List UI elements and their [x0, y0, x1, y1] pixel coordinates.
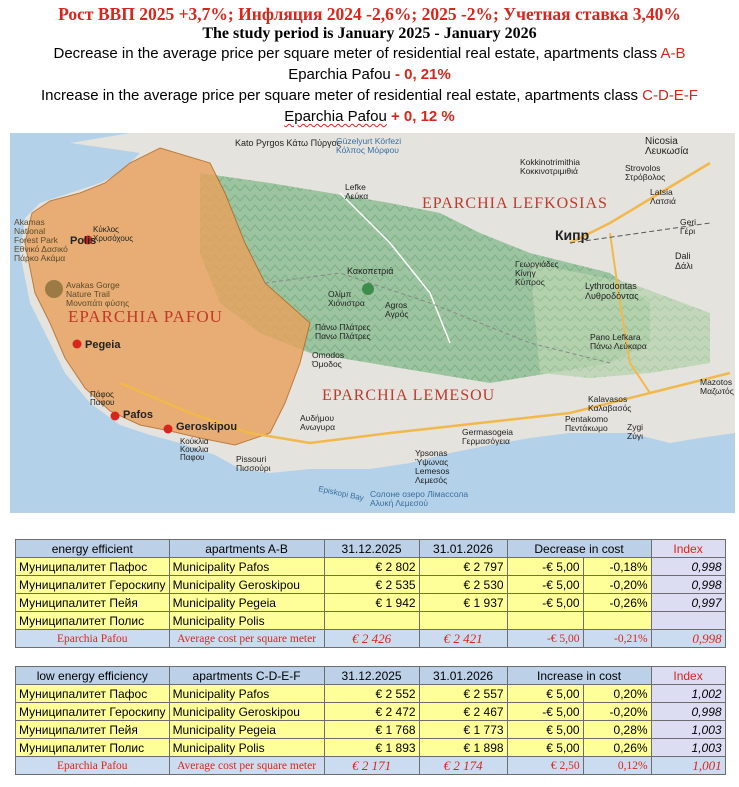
table-row [16, 594, 726, 612]
eparchia-lemesou-label: EPARCHIA LEMESOU [322, 387, 496, 404]
decrease-region: Eparchia Pafou [288, 66, 391, 83]
pentakomo-label: Pentakomo Πεντάκωμο [565, 414, 608, 433]
table-cell: € 2 797 [419, 558, 507, 576]
olympos-label: Ολίμπ Χιόνιστρα [328, 289, 365, 308]
table-cell: 0,998 [651, 576, 725, 594]
table-cell: Municipality Geroskipou [169, 576, 324, 594]
table-cell: Муниципалитет Пафос [16, 558, 170, 576]
table-row [16, 576, 726, 594]
agros-label: Agros Αγρός [385, 300, 409, 319]
average-cell: Average cost per square meter [169, 630, 324, 648]
average-cell: 0,12% [583, 757, 651, 775]
average-cell: Eparchia Pafou [16, 757, 170, 775]
kyklos-label: Κύκλος Χρυσόχους [93, 225, 134, 243]
table-cell: -€ 5,00 [507, 594, 583, 612]
table-cell [507, 612, 583, 630]
table-cell [419, 612, 507, 630]
country-label: Кипр [555, 227, 590, 243]
table-cell: Муниципалитет Пафос [16, 685, 170, 703]
table-energy-efficient [15, 539, 726, 648]
omodos-label: Omodos Όμοδος [312, 350, 345, 369]
increase-class: C-D-E-F [642, 87, 698, 104]
table-cell: € 1 898 [419, 739, 507, 757]
table-cell: Municipality Pafos [169, 558, 324, 576]
table-cell: 0,28% [583, 721, 651, 739]
table-cell: 1,003 [651, 721, 725, 739]
table-cell: Муниципалитет Полис [16, 739, 170, 757]
decrease-value: - 0, 21% [394, 66, 451, 83]
header-cell: apartments C-D-E-F [169, 667, 324, 685]
table-row [16, 703, 726, 721]
table-cell: -€ 5,00 [507, 576, 583, 594]
table-cell: € 1 942 [324, 594, 419, 612]
table-cell: € 1 937 [419, 594, 507, 612]
header-cell: energy efficient [16, 540, 170, 558]
table-cell: -0,26% [583, 594, 651, 612]
table-cell: -0,20% [583, 576, 651, 594]
increase-value: + 0, 12 % [390, 108, 455, 125]
table-cell: 0,998 [651, 703, 725, 721]
geroskipou-marker[interactable] [164, 425, 173, 434]
avdimou-label: Αυδήμου Ανωγυρα [300, 413, 336, 432]
table-cell [583, 612, 651, 630]
nicosia-label: Nicosia Λευκωσία [645, 136, 689, 157]
pegeia-label: Pegeia [85, 339, 121, 351]
header-cell: 31.12.2025 [324, 540, 419, 558]
table-cell: € 2 472 [324, 703, 419, 721]
table-row [16, 558, 726, 576]
lythrodontas-label: Lythrodontas Λυθροδόντας [585, 281, 639, 301]
increase-region-line [0, 106, 739, 127]
table-row [16, 685, 726, 703]
georgiades-label: Γεωργιάδες Κίνηγ Κύπρος [515, 259, 559, 287]
gulf-label: Güzelyurt Körfezi Κόλπος Μόρφου [336, 136, 402, 155]
germasogeia-label: Germasogeia Γερμασόγεια [462, 427, 514, 446]
headline-economy: Рост ВВП 2025 +3,7%; Инфляция 2024 -2,6%; 2025 -2%; Учетная ставка 3,40% [58, 4, 681, 24]
table-cell: € 5,00 [507, 739, 583, 757]
average-row [16, 757, 726, 775]
header-cell: 31.12.2025 [324, 667, 419, 685]
table-cell [324, 612, 419, 630]
table-cell: -0,18% [583, 558, 651, 576]
table-cell: Муниципалитет Полис [16, 612, 170, 630]
table-cell: Муниципалитет Героскипу [16, 576, 170, 594]
pafos-label: Pafos [123, 409, 153, 421]
kato-pyrgos-label: Kato Pyrgos Κάτω Πύργος [235, 138, 341, 148]
table-cell: Municipality Pafos [169, 685, 324, 703]
header-cell: Increase in cost [507, 667, 651, 685]
table-row [16, 612, 726, 630]
average-cell: -0,21% [583, 630, 651, 648]
table-cell: € 2 535 [324, 576, 419, 594]
table-cell: Municipality Polis [169, 612, 324, 630]
table-cell: Municipality Polis [169, 739, 324, 757]
geri-label: Geri Γέρι [680, 217, 697, 236]
zygi-label: Zygi Ζύγι [627, 422, 644, 441]
table-row [16, 721, 726, 739]
study-period: The study period is January 2025 - January 2026 [202, 25, 537, 42]
table-cell: 1,002 [651, 685, 725, 703]
dali-label: Dali Δάλι [675, 251, 693, 271]
kokkinotrimithia-label: Kokkinotrimithia Κοκκινοτριμιθιά [520, 157, 580, 176]
table-cell: Муниципалитет Пейя [16, 594, 170, 612]
table-cell: 0,20% [583, 685, 651, 703]
increase-text: Increase in the average price per square meter of residential real estate, apartments class [41, 87, 638, 104]
table-cell: Municipality Pegeia [169, 594, 324, 612]
geroskipou-label: Geroskipou [176, 421, 238, 433]
decrease-class: A-B [660, 45, 686, 62]
average-row [16, 630, 726, 648]
table-cell: € 2 557 [419, 685, 507, 703]
table-cell: 0,998 [651, 558, 725, 576]
pano-lefkara-label: Pano Lefkara Πάνω Λεύκαρα [590, 332, 647, 351]
table-cell: -0,20% [583, 703, 651, 721]
kalavasos-label: Kalavasos Καλαβασός [588, 394, 632, 413]
avakas-label: Avakas Gorge Nature Trail Μονοπάτι φύσης [66, 280, 130, 308]
increase-line [0, 85, 739, 106]
salt-lake-label: Солоне озеро Лімассола Αλυκή Λεμεσού [370, 489, 469, 508]
table-cell: 1,003 [651, 739, 725, 757]
episkopi-label: Episkopi Bay [317, 484, 365, 503]
table-cell: € 5,00 [507, 685, 583, 703]
eparchia-pafou-label: EPARCHIA PAFOU [68, 307, 223, 326]
decrease-line [0, 43, 739, 64]
akamas-label: Akamas National Forest Park Εθνικό Δασικό Πάρκο Ακάμα [14, 217, 68, 263]
table-cell: € 2 530 [419, 576, 507, 594]
table-cell: € 5,00 [507, 721, 583, 739]
increase-region: Eparchia Pafou [284, 108, 387, 125]
pano-platres-label: Πάνω Πλάτρες Πανω Πλάτρες [315, 322, 371, 341]
table-low-energy [15, 666, 726, 775]
table-cell: 0,997 [651, 594, 725, 612]
pafos-marker[interactable] [111, 412, 120, 421]
polis-label: Polis [70, 235, 97, 247]
header [0, 5, 739, 127]
pafos-gr-label: Πάφος Παφου [90, 390, 115, 407]
table-cell: € 2 552 [324, 685, 419, 703]
header-cell: apartments A-B [169, 540, 324, 558]
table-row [16, 739, 726, 757]
strovolos-label: Strovolos Στρόβολος [625, 163, 666, 182]
ypsonas-label: Ypsonas Ύψωνας Lemesos Λεμεσός [415, 448, 450, 485]
table-cell: Municipality Geroskipou [169, 703, 324, 721]
header-cell: Index [651, 667, 725, 685]
average-cell: -€ 5,00 [507, 630, 583, 648]
decrease-region-line [0, 64, 739, 85]
cyprus-map[interactable] [10, 133, 735, 513]
average-cell: € 2 174 [419, 757, 507, 775]
header-cell: 31.01.2026 [419, 540, 507, 558]
average-cell: € 2 426 [324, 630, 419, 648]
mazotos-label: Mazotos Μαζωτός [700, 377, 734, 396]
table-cell: € 2 802 [324, 558, 419, 576]
table-cell: -€ 5,00 [507, 558, 583, 576]
table-cell: € 2 467 [419, 703, 507, 721]
table-cell: Муниципалитет Пейя [16, 721, 170, 739]
table-cell [651, 612, 725, 630]
table-cell: Муниципалитет Героскипу [16, 703, 170, 721]
table-cell: 0,26% [583, 739, 651, 757]
table-header-row [16, 540, 726, 558]
decrease-text: Decrease in the average price per square meter of residential real estate, apartments class [53, 45, 658, 62]
header-cell: low energy efficiency [16, 667, 170, 685]
pegeia-marker[interactable] [73, 340, 82, 349]
header-cell: 31.01.2026 [419, 667, 507, 685]
average-cell: Average cost per square meter [169, 757, 324, 775]
average-cell: 1,001 [651, 757, 725, 775]
header-cell: Decrease in cost [507, 540, 651, 558]
average-cell: € 2,50 [507, 757, 583, 775]
avakas-marker[interactable] [45, 280, 63, 298]
table-header-row [16, 667, 726, 685]
eparchia-lefkosias-label: EPARCHIA LEFKOSIAS [422, 195, 608, 212]
latsia-label: Latsia Λατσιά [650, 187, 676, 206]
average-cell: 0,998 [651, 630, 725, 648]
table-cell: € 1 773 [419, 721, 507, 739]
table-cell: € 1 768 [324, 721, 419, 739]
kouklia-label: Κούκλια Κουκλια Παφου [180, 437, 209, 462]
average-cell: Eparchia Pafou [16, 630, 170, 648]
table-cell: € 1 893 [324, 739, 419, 757]
table-cell: Municipality Pegeia [169, 721, 324, 739]
average-cell: € 2 421 [419, 630, 507, 648]
header-cell: Index [651, 540, 725, 558]
kakopetria-label: Κακοπετριά [347, 266, 394, 276]
table-cell: -€ 5,00 [507, 703, 583, 721]
lefka-label: Lefke Λεύκα [345, 182, 369, 201]
average-cell: € 2 171 [324, 757, 419, 775]
pissouri-label: Pissouri Πισσούρι [236, 454, 271, 473]
